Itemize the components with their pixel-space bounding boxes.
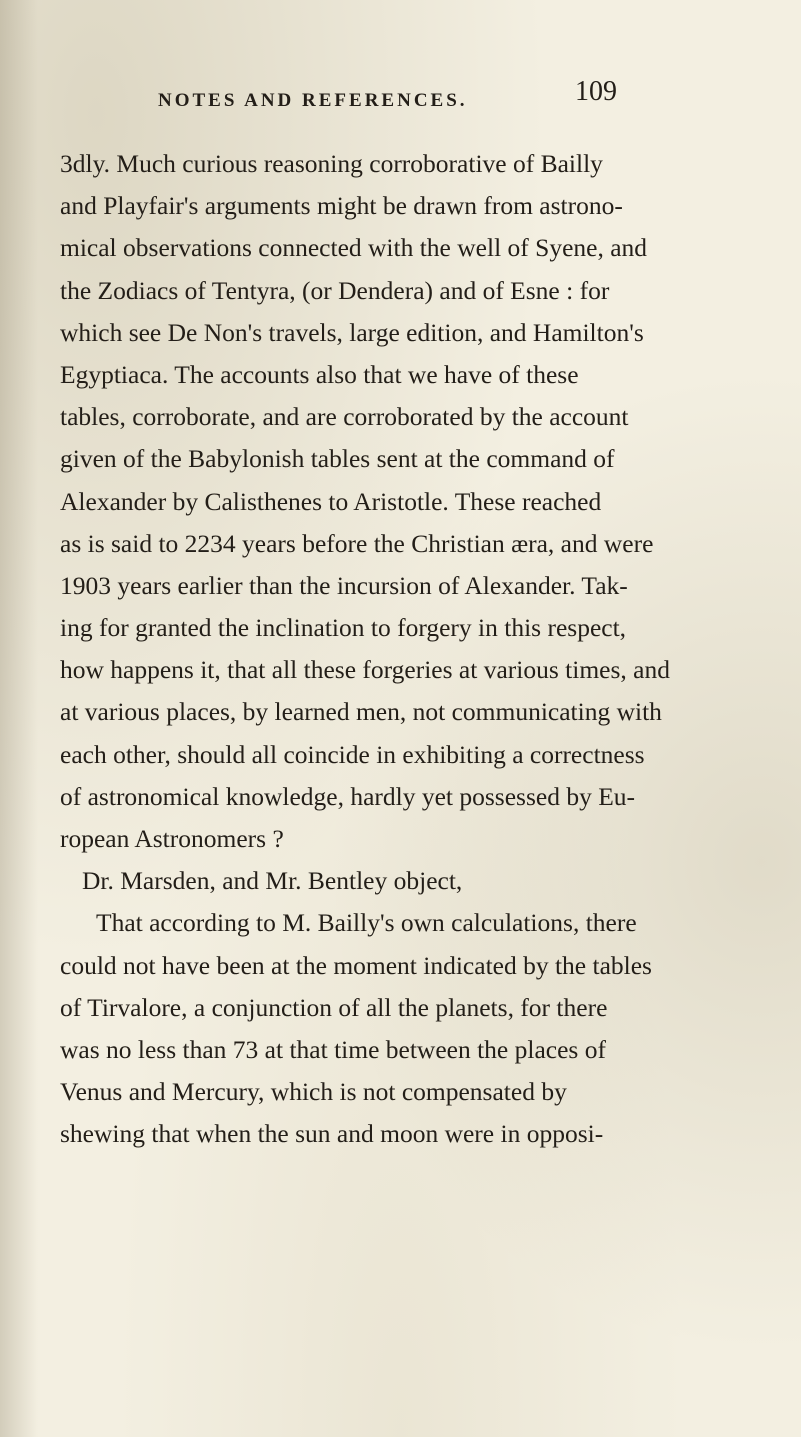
text-line: ing for granted the inclination to forgery in this respect, — [60, 613, 627, 643]
text-line: and Playfair's arguments might be drawn from astrono- — [60, 191, 623, 221]
text-line: was no less than 73 at that time between the places of — [60, 1034, 606, 1064]
text-line: 3dly. Much curious reasoning corroborative of Bailly — [60, 149, 603, 178]
text-line: 1903 years earlier than the incursion of Alexander. Tak- — [60, 570, 628, 600]
text-line: could not have been at the moment indicated by the tables — [60, 950, 652, 980]
text-line: Alexander by Calisthenes to Aristotle. These reached — [60, 486, 602, 516]
running-head: NOTES AND REFERENCES. — [158, 90, 468, 111]
text-line: the Zodiacs of Tentyra, (or Dendera) and of Esne : for — [60, 275, 610, 305]
page-number: 109 — [575, 76, 617, 107]
text-line: of Tirvalore, a conjunction of all the planets, for there — [60, 992, 608, 1022]
text-line: mical observations connected with the well of Syene, and — [60, 233, 648, 263]
text-line: given of the Babylonish tables sent at the command of — [60, 444, 615, 474]
body-text — [60, 143, 740, 1156]
text-line: as is said to 2234 years before the Christian æra, and were — [60, 528, 654, 558]
text-line: Egyptiaca. The accounts also that we have of these — [60, 359, 579, 389]
text-line: which see De Non's travels, large edition, and Hamilton's — [60, 317, 644, 347]
text-line: how happens it, that all these forgeries at various times, and — [60, 655, 670, 685]
text-line: Venus and Mercury, which is not compensated by — [60, 1077, 567, 1107]
text-line: Dr. Marsden, and Mr. Bentley object, — [82, 866, 463, 896]
text-line: tables, corroborate, and are corroborated by the account — [60, 402, 629, 432]
text-line: That according to M. Bailly's own calculations, there — [96, 908, 637, 938]
text-line: shewing that when the sun and moon were in opposi- — [60, 1119, 604, 1149]
text-line: at various places, by learned men, not communicating with — [60, 697, 662, 727]
text-line: each other, should all coincide in exhibiting a correctness — [60, 739, 645, 769]
text-line: of astronomical knowledge, hardly yet possessed by Eu- — [60, 781, 636, 811]
text-line: ropean Astronomers ? — [60, 824, 284, 853]
spine-shadow — [0, 0, 38, 1437]
